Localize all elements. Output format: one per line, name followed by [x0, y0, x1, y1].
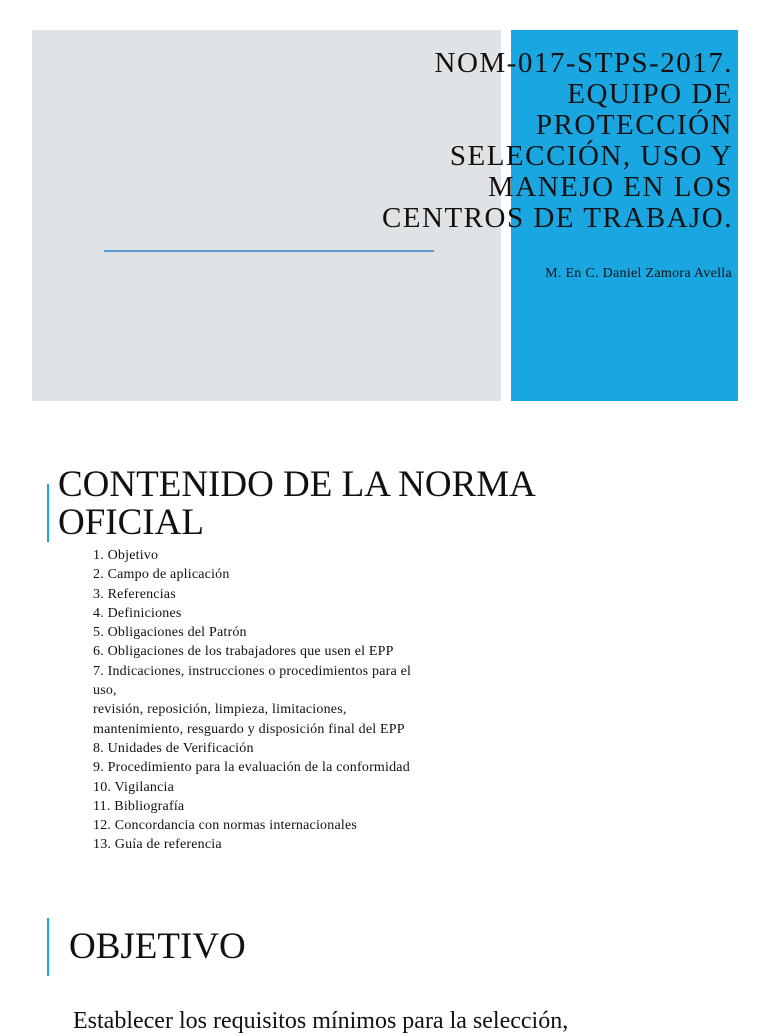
contents-list — [93, 546, 463, 855]
contents-item: 6. Obligaciones de los trabajadores que usen el EPP — [93, 644, 394, 660]
contents-item: 4. Definiciones — [93, 605, 182, 621]
main-title-line: SELECCIÓN, USO Y — [449, 140, 733, 172]
contents-item: 9. Procedimiento para la evaluación de la conformidad — [93, 760, 410, 776]
main-title-line: MANEJO EN LOS — [487, 171, 733, 203]
contents-item: uso, — [93, 683, 117, 699]
contents-title — [58, 466, 658, 542]
author-name: M. En C. Daniel Zamora Avella — [545, 266, 732, 281]
contents-title-line: OFICIAL — [58, 502, 204, 543]
main-title-line: NOM-017-STPS-2017. — [434, 47, 733, 79]
contents-item: 8. Unidades de Verificación — [93, 740, 254, 756]
contents-item: 10. Vigilancia — [93, 779, 175, 795]
main-title-line: EQUIPO DE — [567, 78, 733, 110]
objective-title: OBJETIVO — [69, 926, 246, 967]
contents-item: 12. Concordancia con normas internacionales — [93, 818, 358, 834]
section-accent-bar — [47, 918, 49, 976]
contents-item: mantenimiento, resguardo y disposición final del EPP — [93, 721, 405, 737]
contents-item: revisión, reposición, limpieza, limitaciones, — [93, 702, 347, 718]
contents-item: 7. Indicaciones, instrucciones o procedimientos para el — [93, 663, 412, 679]
contents-item: 2. Campo de aplicación — [93, 567, 230, 583]
contents-item: 3. Referencias — [93, 586, 176, 602]
title-divider — [104, 250, 434, 252]
main-title-line: PROTECCIÓN — [535, 109, 733, 141]
main-title — [313, 48, 733, 234]
contents-item: 13. Guía de referencia — [93, 837, 222, 853]
contents-item: 11. Bibliografía — [93, 798, 185, 814]
objective-text: Establecer los requisitos mínimos para la selección, — [73, 1008, 569, 1034]
section-accent-bar — [47, 484, 49, 542]
contents-item: 5. Obligaciones del Patrón — [93, 625, 247, 641]
contents-item: 1. Objetivo — [93, 548, 159, 563]
contents-title-line: CONTENIDO DE LA NORMA — [58, 464, 536, 505]
main-title-line: CENTROS DE TRABAJO. — [381, 202, 733, 234]
